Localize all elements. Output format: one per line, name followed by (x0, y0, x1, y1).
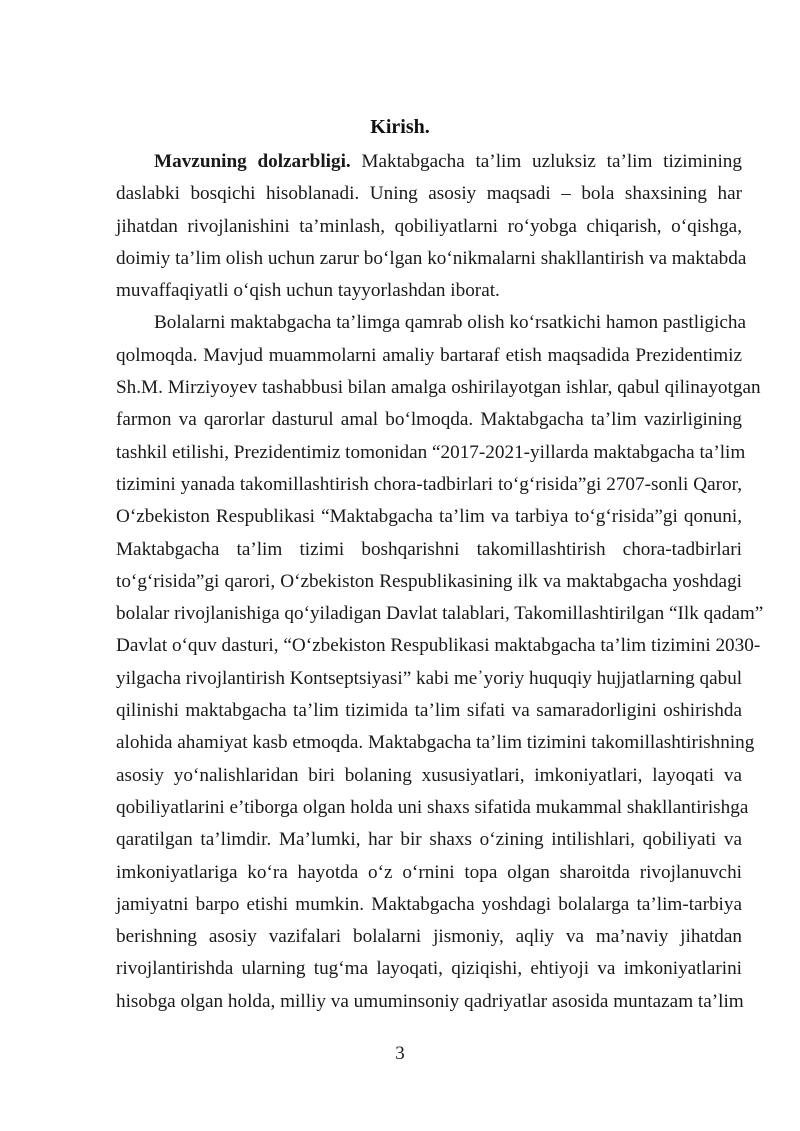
text-line: farmon va qarorlar dasturul amal bo‘lmoqda. Maktabgacha ta’lim vazirligining (116, 409, 742, 431)
text-line: jamiyatni barpo etishi mumkin. Maktabgacha yoshdagi bolalarga ta’lim-tarbiya (116, 893, 742, 915)
text-line: Sh.M. Mirziyoyev tashabbusi bilan amalga oshirilayotgan ishlar, qabul qilinayotgan (116, 377, 761, 399)
text-line: imkoniyatlariga ko‘ra hayotda o‘z o‘rnini topa olgan sharoitda rivojlanuvchi (116, 861, 742, 883)
text-line: berishning asosiy vazifalari bolalarni jismoniy, aqliy va ma’naviy jihatdan (116, 926, 742, 948)
text-line: jihatdan rivojlanishini ta’minlash, qobiliyatlarni ro‘yobga chiqarish, o‘qishga, (116, 215, 742, 237)
text-line: qobiliyatlarini e’tiborga olgan holda uni shaxs sifatida mukammal shakllantirishga (116, 796, 749, 818)
text-line: to‘g‘risida”gi qarori, O‘zbekiston Respublikasining ilk va maktabgacha yoshdagi (116, 570, 742, 592)
topic-heading: Mavzuning dolzarbligi. (154, 151, 351, 172)
text-line: Maktabgacha ta’lim tizimi boshqarishni takomillashtirish chora-tadbirlari (116, 538, 742, 560)
text-line: asosiy yo‘nalishlaridan biri bolaning xususiyatlari, imkoniyatlari, layoqati va (116, 764, 742, 786)
text-line: hisobga olgan holda, milliy va umuminsoniy qadriyatlar asosida muntazam ta’lim (116, 990, 744, 1012)
text-line: muvaffaqiyatli o‘qish uchun tayyorlashdan iborat. (116, 280, 500, 302)
text-line: alohida ahamiyat kasb etmoqda. Maktabgacha ta’lim tizimini takomillashtirishning (116, 732, 755, 754)
text-line: Bolalarni maktabgacha ta’limga qamrab olish ko‘rsatkichi hamon pastligicha (154, 312, 746, 334)
text-line: daslabki bosqichi hisoblanadi. Uning asosiy maqsadi – bola shaxsining har (116, 183, 742, 205)
text-line: doimiy ta’lim olish uchun zarur bo‘lgan ko‘nikmalarni shakllantirish va maktabda (116, 247, 747, 269)
line-text: Maktabgacha ta’lim uzluksiz ta’lim tizimining (350, 151, 742, 172)
page-number: 3 (395, 1043, 405, 1064)
text-line: yilgacha rivojlantirish Kontseptsiyasi” kabi me᾽yoriy huquqiy hujjatlarning qabul (116, 667, 743, 689)
text-line: qilinishi maktabgacha ta’lim tizimida ta’lim sifati va samaradorligini oshirishda (116, 700, 742, 722)
section-title: Kirish. (370, 116, 430, 138)
text-line (116, 146, 742, 178)
text-line: qaratilgan ta’limdir. Ma’lumki, har bir shaxs o‘zining intilishlari, qobiliyati va (116, 829, 742, 851)
text-line: bolalar rivojlanishiga qo‘yiladigan Davlat talablari, Takomillashtirilgan “Ilk qadam” (116, 603, 764, 625)
text-line: rivojlantirishda ularning tug‘ma layoqati, qiziqishi, ehtiyoji va imkoniyatlarini (116, 958, 742, 980)
text-line: tashkil etilishi, Prezidentimiz tomonidan “2017-2021-yillarda maktabgacha ta’lim (116, 441, 746, 463)
text-line: tizimini yanada takomillashtirish chora-tadbirlari to‘g‘risida”gi 2707-sonli Qaror, (116, 473, 742, 495)
text-line: O‘zbekiston Respublikasi “Maktabgacha ta’lim va tarbiya to‘g‘risida”gi qonuni, (116, 506, 742, 528)
body-text (116, 146, 764, 1018)
text-line: Davlat o‘quv dasturi, “O‘zbekiston Respublikasi maktabgacha ta’lim tizimini 2030- (116, 635, 761, 657)
text-line: qolmoqda. Mavjud muammolarni amaliy bartaraf etish maqsadida Prezidentimiz (116, 344, 742, 366)
